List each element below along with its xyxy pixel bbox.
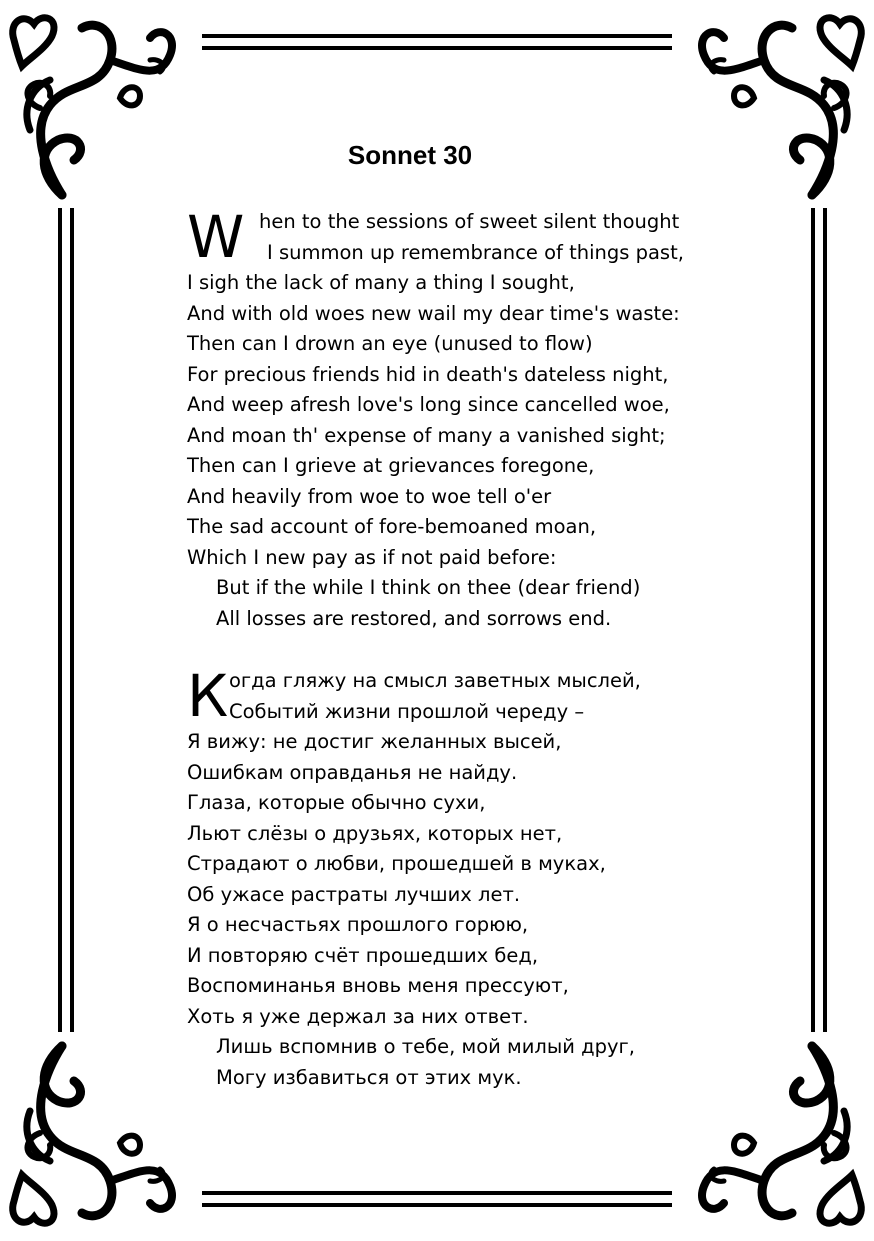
poem-line: Then can I drown an eye (unused to flow)	[187, 332, 593, 355]
poem-line: Which I new pay as if not paid before:	[187, 545, 557, 569]
poem-line: Могу избавиться от этих мук.	[216, 1065, 522, 1089]
drop-cap-english: W	[187, 203, 245, 271]
poem-line: And weep afresh love's long since cancelled woe,	[187, 393, 670, 416]
poem-line: Я вижу: не достиг желанных высей,	[187, 730, 562, 753]
poem-line: hen to the sessions of sweet silent thought	[259, 210, 680, 233]
russian-sonnet	[187, 662, 747, 1093]
poem-line: Лишь вспомнив о тебе, мой милый друг,	[216, 1035, 635, 1058]
poem-line: And moan th' expense of many a vanished sight;	[187, 423, 666, 447]
english-sonnet	[187, 203, 747, 634]
left-rule-inner	[70, 208, 74, 1032]
poem-line: Глаза, которые обычно сухи,	[187, 791, 486, 814]
poem-line: I sigh the lack of many a thing I sought,	[187, 271, 575, 294]
left-rule-outer	[58, 208, 62, 1032]
poem-line: Воспоминанья вновь меня прессуют,	[187, 974, 569, 997]
poem-line: Я о несчастьях прошлого горюю,	[187, 913, 529, 936]
poem-line: All losses are restored, and sorrows end.	[216, 606, 612, 630]
top-rule-inner	[202, 46, 672, 50]
poem-line: And with old woes new wail my dear time's waste:	[187, 301, 680, 325]
poem-line: И повторяю счёт прошедших бед,	[187, 943, 539, 967]
poem-line: Льют слёзы о друзьях, которых нет,	[187, 821, 563, 845]
poem-line: Страдают о любви, прошедшей в муках,	[187, 852, 606, 875]
poem-line: Хоть я уже держал за них ответ.	[187, 1004, 529, 1028]
bottom-rule-inner	[202, 1203, 672, 1207]
poem-line: огда гляжу на смысл заветных мыслей,	[229, 669, 641, 692]
poem-line: But if the while I think on thee (dear friend)	[216, 576, 641, 599]
right-rule-outer	[811, 208, 815, 1032]
poem-line: The sad account of fore-bemoaned moan,	[187, 515, 597, 538]
right-rule-inner	[823, 208, 827, 1032]
poem-line: I summon up remembrance of things past,	[267, 240, 684, 264]
corner-ornament-bottom-left	[13, 1046, 172, 1223]
poem-line: Событий жизни прошлой череду –	[229, 699, 585, 723]
poem-line: Об ужасе растраты лучших лет.	[187, 882, 521, 906]
poem-line: Ошибкам оправданья не найду.	[187, 760, 518, 784]
page-title: Sonnet 30	[347, 140, 473, 170]
bottom-rule-outer	[202, 1191, 672, 1195]
poem-line: Then can I grieve at grievances foregone,	[187, 454, 595, 477]
poem-line: And heavily from woe to woe tell o'er	[187, 484, 552, 508]
top-rule-outer	[202, 34, 672, 38]
drop-cap-russian: К	[187, 662, 229, 730]
poem-line: For precious friends hid in death's dateless night,	[187, 362, 669, 386]
